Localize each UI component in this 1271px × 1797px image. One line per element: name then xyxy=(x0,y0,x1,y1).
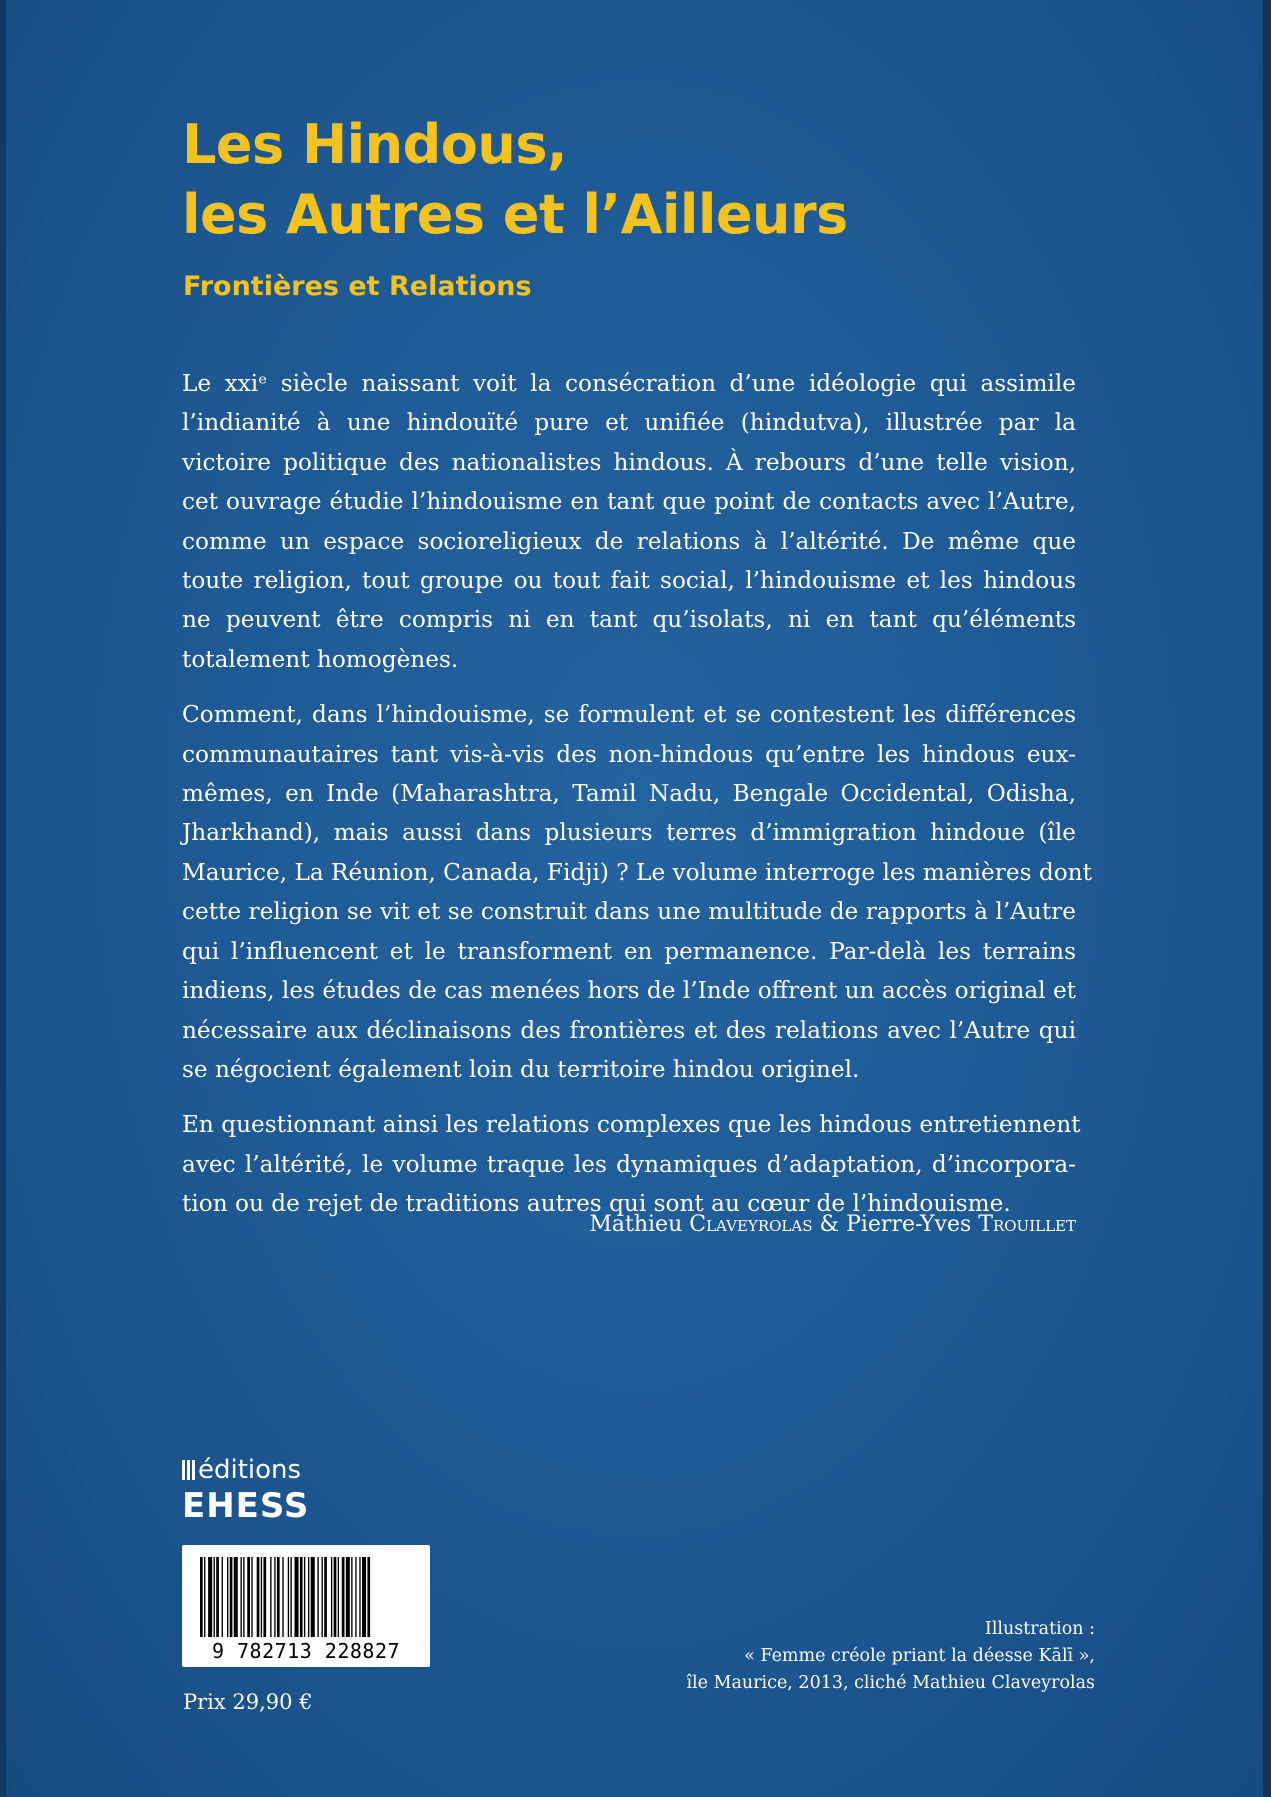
book-title xyxy=(182,110,848,250)
illustration-credit xyxy=(686,1616,1095,1697)
isbn-barcode xyxy=(182,1545,430,1667)
authors-separator: & xyxy=(819,1212,840,1237)
blurb-line: communautaires tant vis-à-vis des non-hindous qu’entre les hindous eux- xyxy=(182,740,1076,768)
blurb-line: se négocient également loin du territoire hindou originel. xyxy=(182,1055,860,1083)
blurb-line: victoire politique des nationalistes hindous. À rebours d’une telle vision, xyxy=(182,448,1076,476)
blurb-paragraph-2 xyxy=(182,695,1092,1089)
cover-right-edge xyxy=(1263,0,1271,1797)
authors xyxy=(589,1212,1076,1237)
blurb-line: toute religion, tout groupe ou tout fait social, l’hindouisme et les hindous xyxy=(182,567,1076,595)
book-title-line-1: Les Hindous, xyxy=(182,113,567,176)
publisher-logo xyxy=(182,1455,309,1527)
publisher-name-line-2: EHESS xyxy=(182,1486,310,1526)
blurb-line: tion ou de rejet de traditions autres qui sont au cœur de l’hindouisme. xyxy=(182,1190,1011,1218)
blurb-line: totalement homogènes. xyxy=(182,645,459,673)
author-2-first-name: Pierre-Yves xyxy=(846,1212,972,1237)
blurb-paragraph-1 xyxy=(182,364,1076,679)
blurb-line: En questionnant ainsi les relations complexes que les hindous entretiennent xyxy=(182,1111,1081,1139)
blurb-line: Maurice, La Réunion, Canada, Fidji) ? Le volume interroge les manières dont xyxy=(182,858,1092,886)
author-2-last-name: Trouillet xyxy=(978,1212,1076,1237)
blurb-line: indiens, les études de cas menées hors de l’Inde offrent un accès original et xyxy=(182,977,1076,1005)
blurb-line: cette religion se vit et se construit dans une multitude de rapports à l’Autre xyxy=(182,898,1076,926)
blurb-line: ne peuvent être compris ni en tant qu’isolats, ni en tant qu’éléments xyxy=(182,606,1076,634)
blurb-line: qui l’influencent et le transforment en permanence. Par-delà les terrains xyxy=(182,937,1076,965)
blurb-line: mêmes, en Inde (Maharashtra, Tamil Nadu, Bengale Occidental, Odisha, xyxy=(182,780,1076,808)
book-subtitle: Frontières et Relations xyxy=(183,271,532,302)
blurb-line: l’indianité à une hindouïté pure et unifiée (hindutva), illustrée par la xyxy=(182,409,1076,437)
cover-left-edge xyxy=(0,0,6,1797)
illustration-photo-credit: île Maurice, 2013, cliché Mathieu Claveyrolas xyxy=(686,1673,1095,1693)
blurb-line: nécessaire aux déclinaisons des frontières et des relations avec l’Autre qui xyxy=(182,1016,1076,1044)
blurb-line: avec l’altérité, le volume traque les dynamiques d’adaptation, d’incorpora- xyxy=(182,1150,1076,1178)
price: Prix 29,90 € xyxy=(183,1690,313,1714)
illustration-label: Illustration : xyxy=(984,1619,1095,1639)
isbn-digits: 9 782713 228827 xyxy=(211,1639,401,1663)
blurb-line: Comment, dans l’hindouisme, se formulent et se contestent les différences xyxy=(182,701,1076,729)
publisher-name-line-1: éditions xyxy=(198,1455,302,1485)
blurb-line: cet ouvrage étudie l’hindouisme en tant que point de contacts avec l’Autre, xyxy=(182,488,1076,516)
author-1-first-name: Mathieu xyxy=(589,1212,683,1237)
blurb-line: Jharkhand), mais aussi dans plusieurs terres d’immigration hindoue (île xyxy=(182,819,1076,847)
illustration-caption: « Femme créole priant la déesse Kālī », xyxy=(744,1646,1095,1666)
blurb-paragraph-3 xyxy=(182,1105,1081,1223)
author-1-last-name: Claveyrolas xyxy=(689,1212,813,1237)
blurb-line: comme un espace socioreligieux de relations à l’altérité. De même que xyxy=(182,527,1076,555)
book-title-line-2: les Autres et l’Ailleurs xyxy=(182,183,848,246)
blurb xyxy=(182,364,1092,1240)
publisher-bars-icon xyxy=(182,1460,195,1480)
blurb-line: Le xxiᵉ siècle naissant voit la consécration d’une idéologie qui assimile xyxy=(182,370,1076,397)
barcode-bars-icon xyxy=(200,1557,412,1637)
